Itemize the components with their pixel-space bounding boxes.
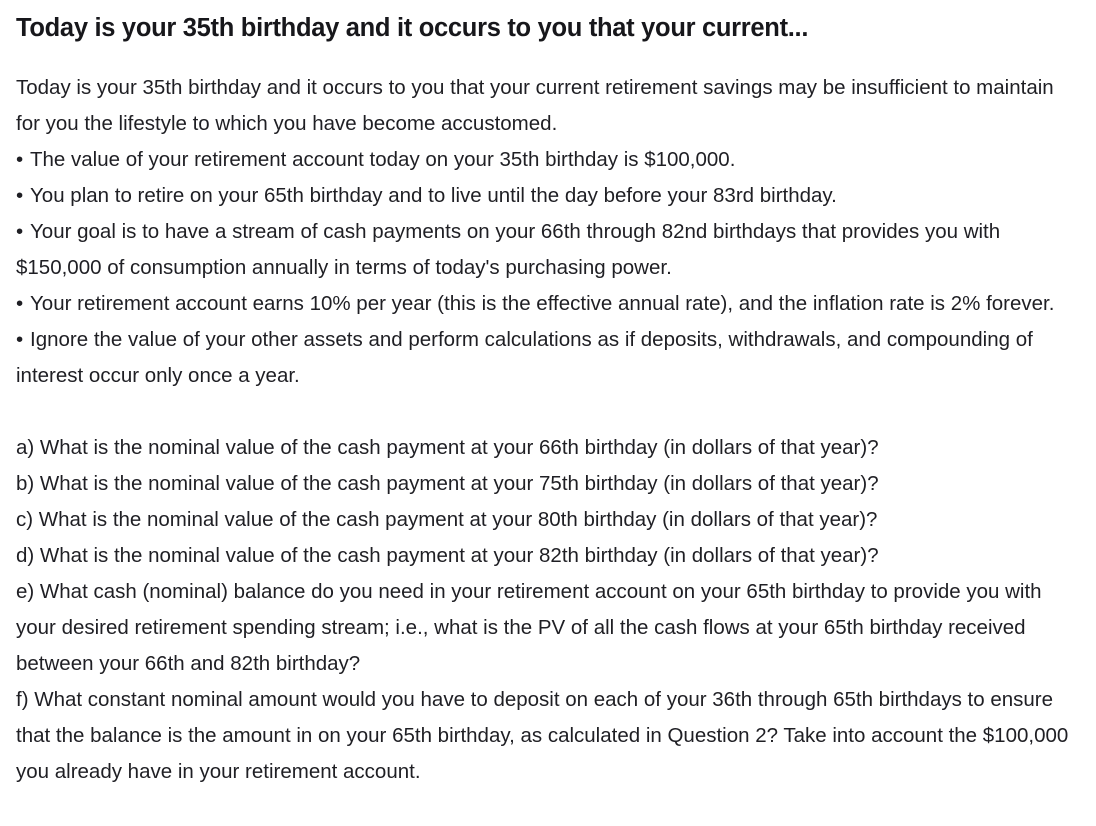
bullet-item-1 xyxy=(16,142,1080,178)
page-title: Today is your 35th birthday and it occurs to you that your current... xyxy=(16,14,809,42)
bullet-item-5 xyxy=(16,322,1080,394)
paragraph-gap xyxy=(16,394,1080,430)
bullet-item-2 xyxy=(16,178,1080,214)
bullet-marker: • xyxy=(16,292,24,315)
intro-paragraph: Today is your 35th birthday and it occurs to you that your current retirement savings may be insufficient to maintain for you the lifestyle to which you have become accustomed. xyxy=(16,76,1054,135)
question-f: f) What constant nominal amount would you have to deposit on each of your 36th through 65th birthdays to ensure that the balance is the amount in on your 65th birthday, as calculated in Question 2? Take into account the $100,000 you already have in your retirement account. xyxy=(16,688,1069,783)
bullet-marker: • xyxy=(16,220,24,243)
bullet-marker: • xyxy=(16,328,24,351)
bullet-marker: • xyxy=(16,184,24,207)
question-b: b) What is the nominal value of the cash payment at your 75th birthday (in dollars of that year)? xyxy=(16,472,879,495)
bullet-item-4 xyxy=(16,286,1080,322)
question-c: c) What is the nominal value of the cash payment at your 80th birthday (in dollars of that year)? xyxy=(16,508,878,531)
question-d: d) What is the nominal value of the cash payment at your 82th birthday (in dollars of that year)? xyxy=(16,544,879,567)
question-e: e) What cash (nominal) balance do you need in your retirement account on your 65th birthday to provide you with your desired retirement spending stream; i.e., what is the PV of all the cash flows at your 65th birthday received between your 66th and 82th birthday? xyxy=(16,580,1042,675)
bullet-text: Ignore the value of your other assets and perform calculations as if deposits, withdrawals, and compounding of interest occur only once a year. xyxy=(16,328,1033,387)
bullet-text: Your goal is to have a stream of cash payments on your 66th through 82nd birthdays that provides you with $150,000 of consumption annually in terms of today's purchasing power. xyxy=(16,220,1001,279)
question-a: a) What is the nominal value of the cash payment at your 66th birthday (in dollars of that year)? xyxy=(16,436,879,459)
bullet-text: You plan to retire on your 65th birthday and to live until the day before your 83rd birthday. xyxy=(30,184,837,207)
bullet-marker: • xyxy=(16,148,24,171)
bullet-text: The value of your retirement account today on your 35th birthday is $100,000. xyxy=(30,148,736,171)
bullet-item-3 xyxy=(16,214,1080,286)
problem-body xyxy=(16,70,1080,790)
bullet-text: Your retirement account earns 10% per year (this is the effective annual rate), and the inflation rate is 2% forever. xyxy=(30,292,1055,315)
